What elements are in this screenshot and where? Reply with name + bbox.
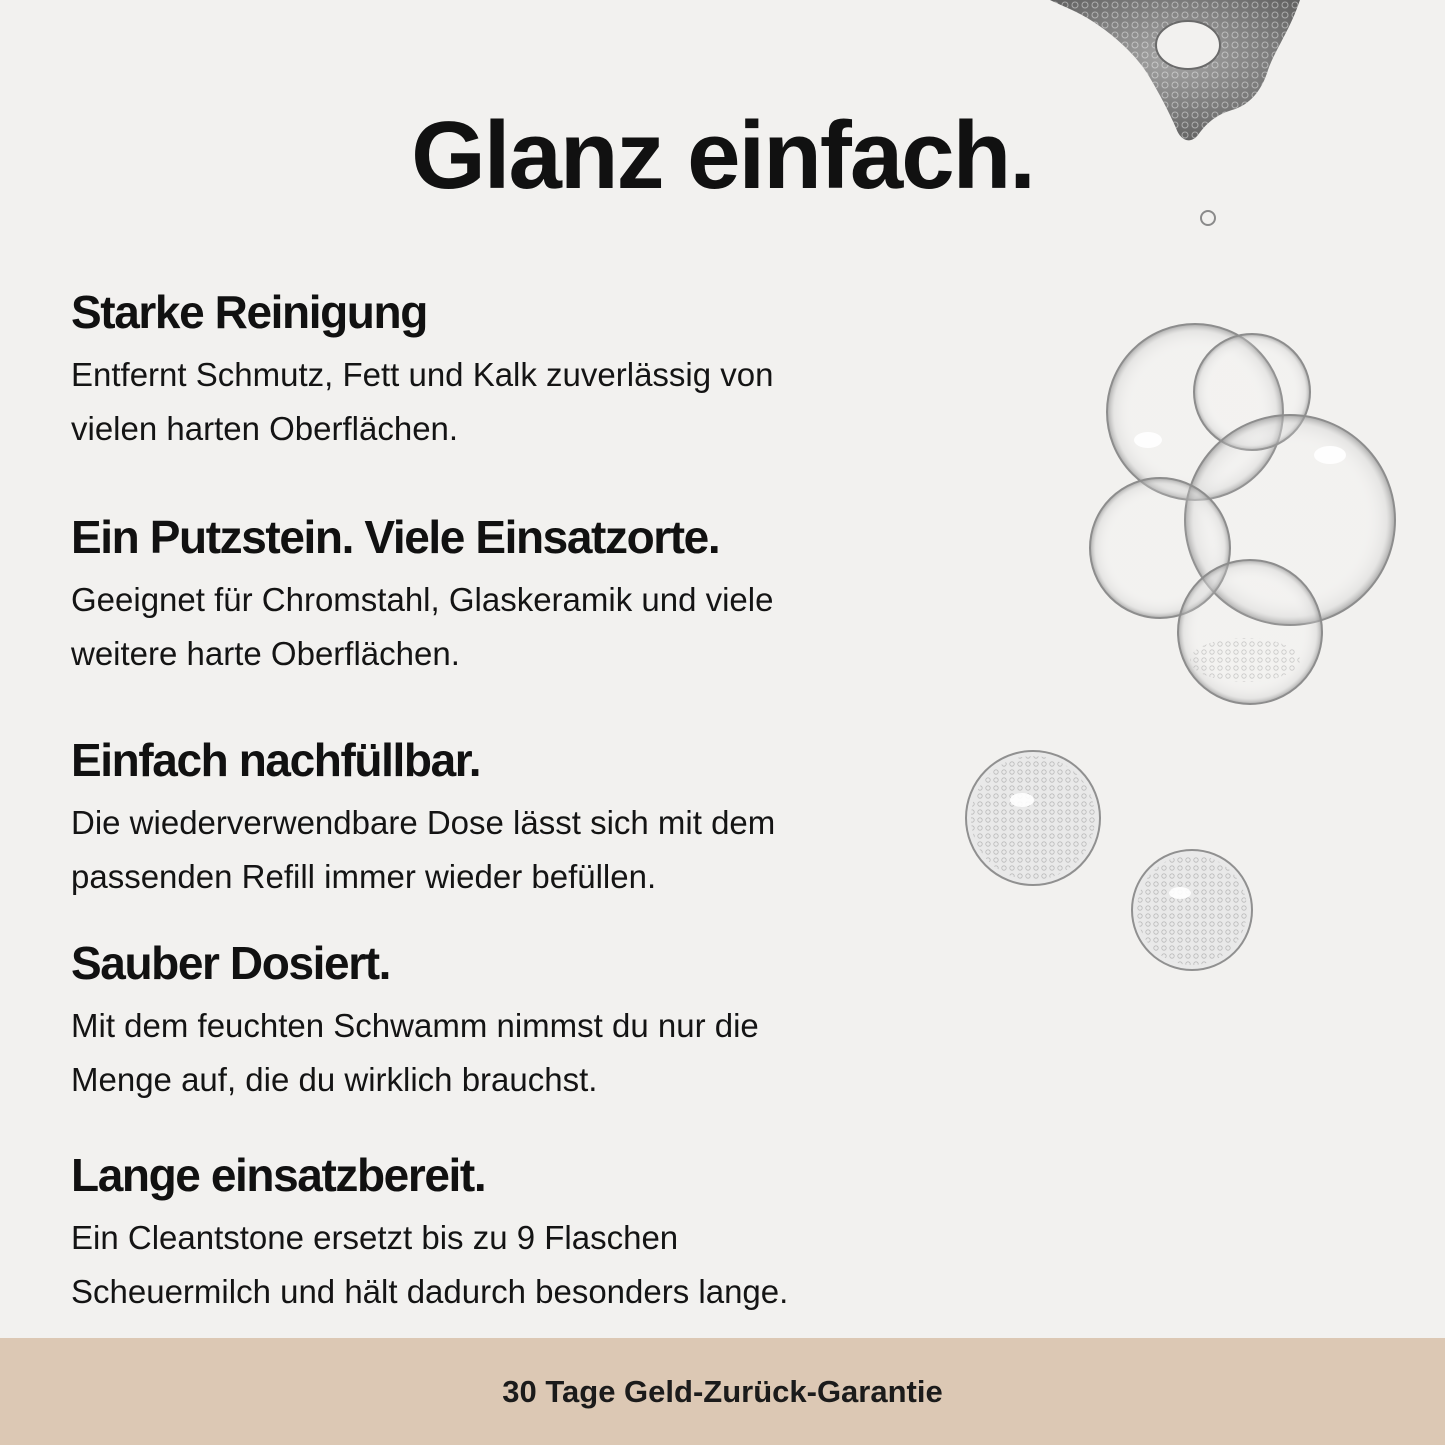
feature-title: Lange einsatzbereit. <box>71 1149 486 1201</box>
description-line: passenden Refill immer wieder befüllen. <box>71 858 657 896</box>
feature-description <box>71 573 891 681</box>
feature-title: Ein Putzstein. Viele Einsatzorte. <box>71 511 720 563</box>
description-line: Menge auf, die du wirklich brauchst. <box>71 1061 598 1099</box>
description-line: Ein Cleantstone ersetzt bis zu 9 Flaschen <box>71 1219 679 1257</box>
feature-description <box>71 1211 891 1319</box>
description-line: vielen harten Oberflächen. <box>71 410 459 448</box>
feature-description <box>71 348 891 456</box>
description-line: Scheuermilch und hält dadurch besonders lange. <box>71 1273 789 1311</box>
feature-title: Starke Reinigung <box>71 286 427 338</box>
guarantee-text: 30 Tage Geld-Zurück-Garantie <box>502 1373 943 1409</box>
feature-title: Einfach nachfüllbar. <box>71 734 481 786</box>
feature-refillable <box>71 736 891 904</box>
feature-dosing <box>71 939 891 1107</box>
small-bubble-right <box>1132 850 1252 970</box>
feature-title: Sauber Dosiert. <box>71 937 390 989</box>
small-bubble-left <box>966 751 1100 885</box>
guarantee-banner <box>0 1338 1445 1445</box>
feature-many-uses <box>71 513 891 681</box>
description-line: weitere harte Oberflächen. <box>71 635 460 673</box>
feature-description <box>71 999 891 1107</box>
feature-long-lasting <box>71 1151 891 1319</box>
bubble-cluster <box>1090 324 1395 704</box>
page-title: Glanz einfach. <box>411 102 1034 209</box>
feature-strong-cleaning <box>71 288 891 456</box>
description-line: Entfernt Schmutz, Fett und Kalk zuverlässig von <box>71 356 774 394</box>
feature-description <box>71 796 891 904</box>
description-line: Mit dem feuchten Schwamm nimmst du nur die <box>71 1007 759 1045</box>
description-line: Die wiederverwendbare Dose lässt sich mit dem <box>71 804 776 842</box>
description-line: Geeignet für Chromstahl, Glaskeramik und viele <box>71 581 774 619</box>
